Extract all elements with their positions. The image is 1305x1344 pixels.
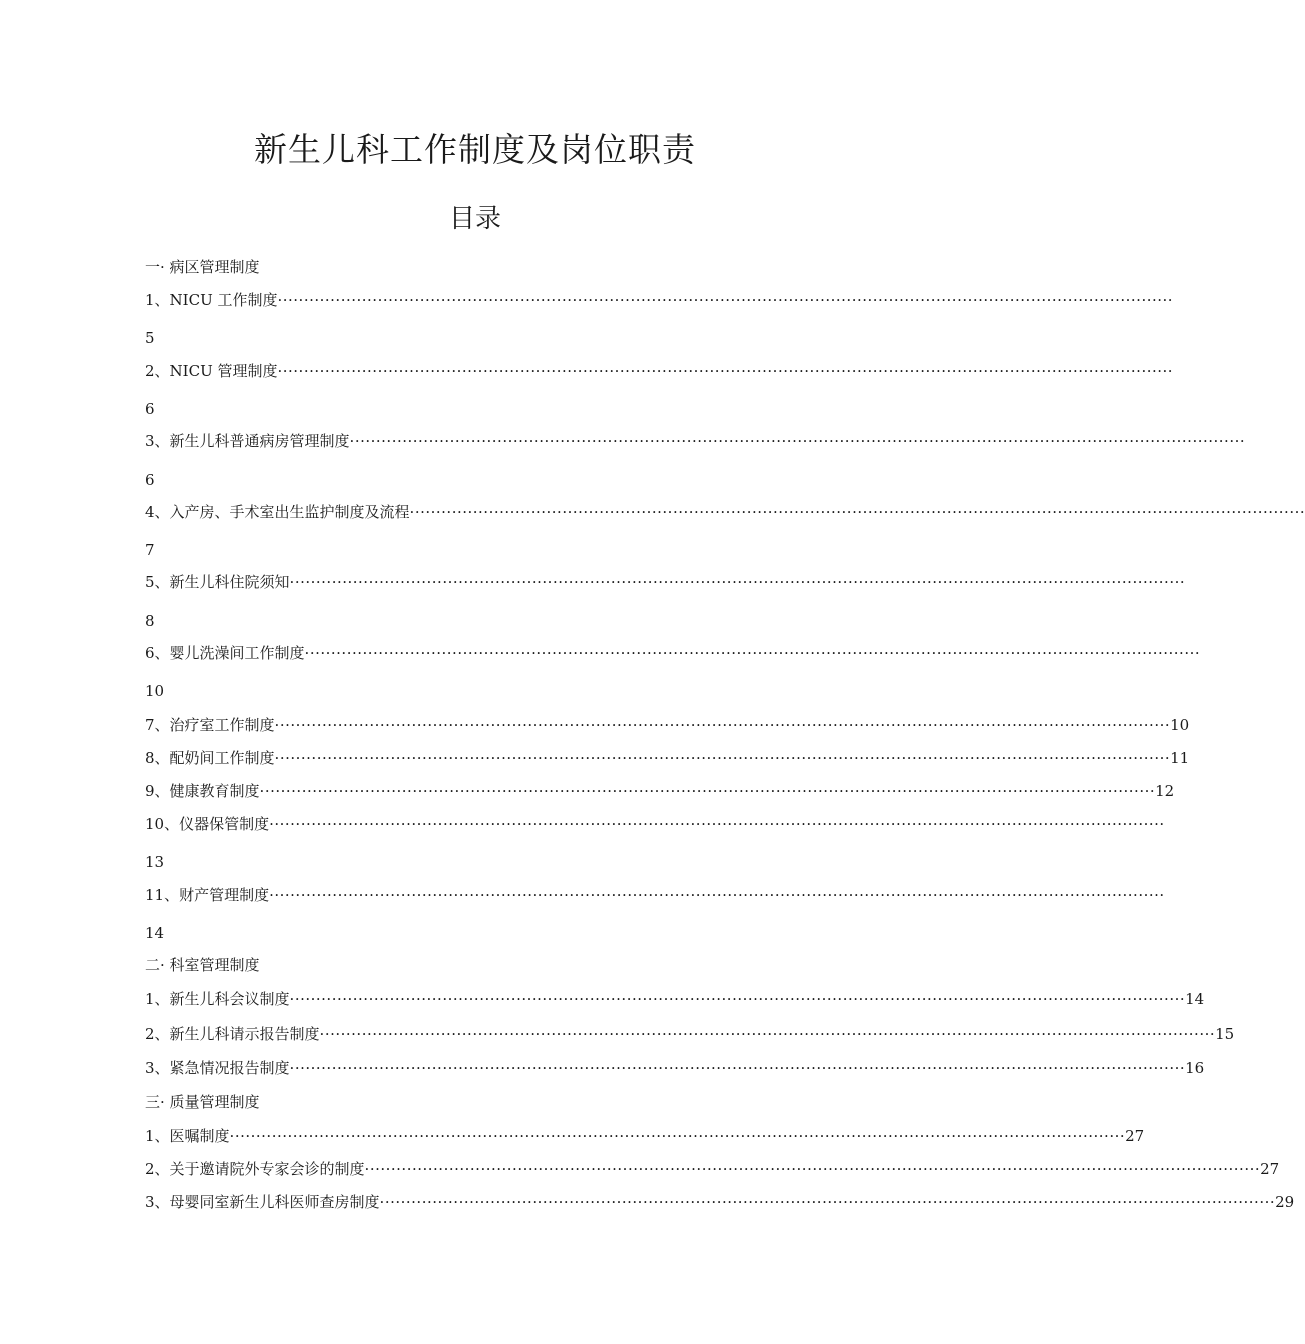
toc-entry-page: 14 (145, 924, 165, 942)
dot-leader: ·········································································································································································· (289, 990, 1186, 1008)
dot-leader: ·········································································································································································· (304, 644, 1201, 662)
dot-leader: ·········································································································································································· (269, 886, 1165, 904)
toc-entry-label: 5、新生儿科住院须知 (145, 573, 290, 591)
toc-entry-page: 6 (145, 400, 155, 418)
toc-entry[interactable] (145, 1023, 1235, 1045)
toc-entry-label: 2、关于邀请院外专家会诊的制度 (145, 1160, 365, 1178)
toc-entry-label: 11、财产管理制度 (145, 886, 270, 904)
toc-entry-label: 1、新生儿科会议制度 (145, 990, 290, 1008)
section-heading: 一· 病区管理制度 (145, 258, 260, 276)
toc-entry-page: 27 (1125, 1127, 1145, 1145)
section-heading: 三· 质量管理制度 (145, 1093, 260, 1111)
toc-entry[interactable] (145, 571, 1186, 593)
toc-entry-page: 5 (145, 329, 155, 347)
toc-entry-page: 10 (1170, 716, 1190, 734)
toc-entry-page: 14 (1185, 990, 1205, 1008)
toc-entry-label: 4、入产房、手术室出生监护制度及流程 (145, 503, 410, 521)
toc-entry[interactable] (145, 430, 1246, 452)
toc-entry-label: 6、婴儿洗澡间工作制度 (145, 644, 305, 662)
dot-leader: ·········································································································································································· (274, 749, 1171, 767)
toc-entry[interactable] (145, 1057, 1205, 1079)
toc-entry[interactable] (145, 884, 1165, 906)
toc-entry-page: 12 (1155, 782, 1175, 800)
toc-entry-label: 2、新生儿科请示报告制度 (145, 1025, 320, 1043)
dot-leader: ·········································································································································································· (364, 1160, 1261, 1178)
toc-entry-label: 1、NICU 工作制度 (145, 291, 278, 309)
toc-entry-page: 29 (1275, 1193, 1295, 1211)
dot-leader: ·········································································································································································· (289, 1059, 1186, 1077)
toc-entry-label: 7、治疗室工作制度 (145, 716, 275, 734)
toc-entry-page: 6 (145, 471, 155, 489)
dot-leader: ·········································································································································································· (277, 362, 1174, 380)
toc-entry[interactable] (145, 1191, 1295, 1213)
toc-entry-label: 3、紧急情况报告制度 (145, 1059, 290, 1077)
dot-leader: ·········································································································································································· (319, 1025, 1216, 1043)
dot-leader: ·········································································································································································· (379, 1193, 1276, 1211)
toc-entry-page: 11 (1170, 749, 1190, 767)
toc-entry-label: 3、母婴同室新生儿科医师查房制度 (145, 1193, 380, 1211)
toc-entry[interactable] (145, 747, 1190, 769)
toc-entry[interactable] (145, 988, 1205, 1010)
document-title: 新生儿科工作制度及岗位职责 (254, 130, 696, 169)
toc-entry-label: 3、新生儿科普通病房管理制度 (145, 432, 350, 450)
toc-entry[interactable] (145, 360, 1174, 382)
toc-entry-page: 16 (1185, 1059, 1205, 1077)
toc-entry-page: 8 (145, 612, 155, 630)
toc-entry-page: 7 (145, 541, 155, 559)
toc-entry-label: 2、NICU 管理制度 (145, 362, 278, 380)
toc-entry[interactable] (145, 780, 1175, 802)
toc-entry[interactable] (145, 501, 1305, 523)
toc-entry[interactable] (145, 289, 1174, 311)
dot-leader: ·········································································································································································· (277, 291, 1174, 309)
toc-entry[interactable] (145, 642, 1201, 664)
dot-leader: ·········································································································································································· (229, 1127, 1126, 1145)
toc-entry-label: 10、仪器保管制度 (145, 815, 270, 833)
toc-entry[interactable] (145, 1125, 1145, 1147)
toc-heading: 目录 (448, 204, 501, 234)
toc-entry-page: 15 (1215, 1025, 1235, 1043)
dot-leader: ·········································································································································································· (409, 503, 1305, 521)
dot-leader: ·········································································································································································· (274, 716, 1171, 734)
toc-entry[interactable] (145, 1158, 1280, 1180)
dot-leader: ·········································································································································································· (269, 815, 1165, 833)
toc-entry-page: 13 (145, 853, 165, 871)
dot-leader: ·········································································································································································· (289, 573, 1186, 591)
toc-entry-label: 9、健康教育制度 (145, 782, 260, 800)
toc-entry-page: 10 (145, 682, 165, 700)
toc-entry-label: 8、配奶间工作制度 (145, 749, 275, 767)
toc-entry-label: 1、医嘱制度 (145, 1127, 230, 1145)
dot-leader: ·········································································································································································· (259, 782, 1156, 800)
toc-entry-page: 27 (1260, 1160, 1280, 1178)
toc-entry[interactable] (145, 813, 1165, 835)
toc-entry[interactable] (145, 714, 1190, 736)
dot-leader: ·········································································································································································· (349, 432, 1246, 450)
section-heading: 二· 科室管理制度 (145, 956, 260, 974)
